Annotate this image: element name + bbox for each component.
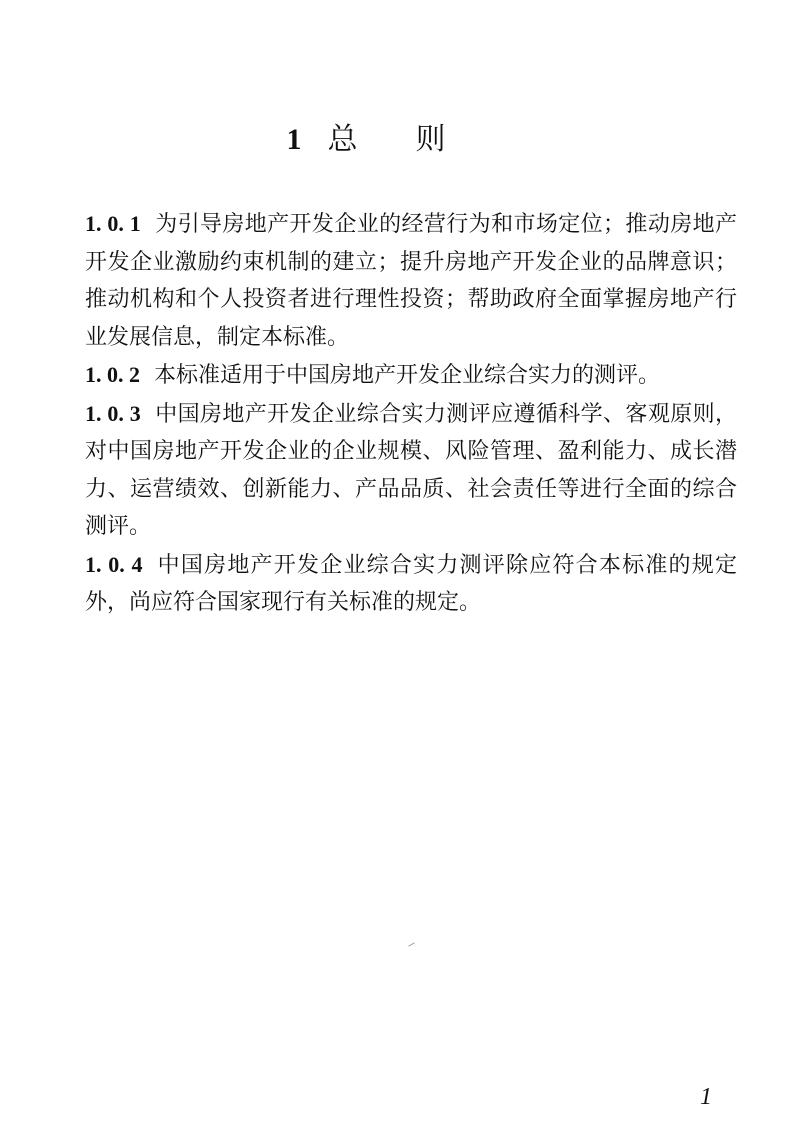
clause-number: 1. 0. 3: [85, 400, 141, 426]
clause-list: [85, 205, 737, 622]
clause-1-0-3: [85, 395, 737, 546]
clause-text: 本标准适用于中国房地产开发企业综合实力的测评。: [154, 363, 661, 388]
clause-1-0-4: [85, 546, 737, 622]
scan-speck: [408, 942, 415, 946]
chapter-number: 1: [286, 123, 302, 156]
page-number: 1: [700, 1084, 712, 1110]
clause-1-0-1: [85, 205, 737, 356]
clause-number: 1. 0. 4: [85, 551, 143, 577]
clause-text: 中国房地产开发企业综合实力测评除应符合本标准的规定外，尚应符合国家现行有关标准的规定。: [85, 552, 737, 615]
chapter-title: 总则: [327, 122, 504, 157]
clause-1-0-2: [85, 356, 737, 395]
clause-text: 为引导房地产开发企业的经营行为和市场定位；推动房地产开发企业激励约束机制的建立；提升房地产开发企业的品牌意识；推动机构和个人投资者进行理性投资；帮助政府全面掌握房地产行业发展信息，制定本标准。: [85, 212, 737, 350]
clause-number: 1. 0. 1: [85, 211, 141, 236]
chapter-heading: [0, 118, 790, 162]
clause-number: 1. 0. 2: [85, 362, 140, 387]
clause-text: 中国房地产开发企业综合实力测评应遵循科学、客观原则，对中国房地产开发企业的企业规模、风险管理、盈利能力、成长潜力、运营绩效、创新能力、产品品质、社会责任等进行全面的综合测评。: [85, 401, 737, 539]
